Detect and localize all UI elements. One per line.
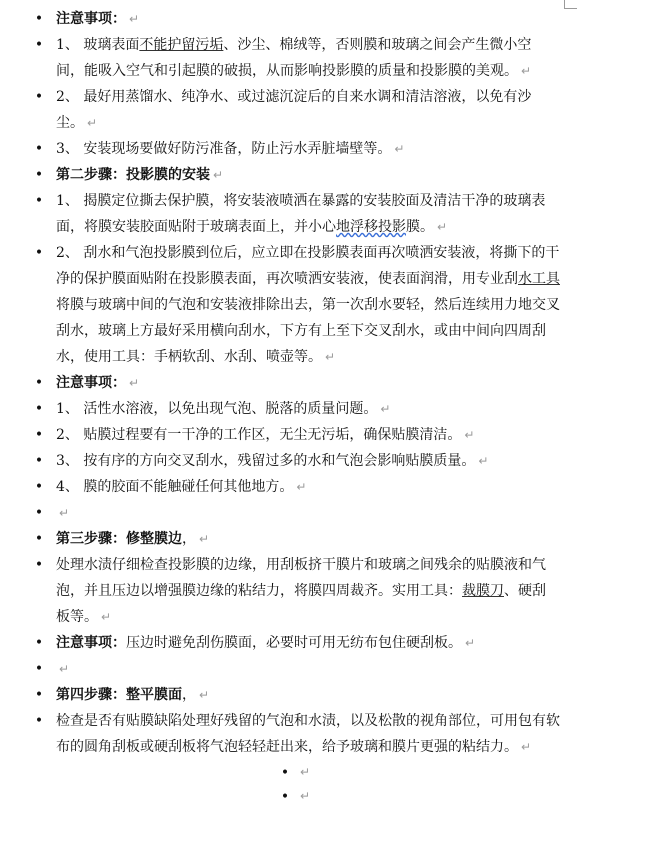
paragraph-mark-icon: ↵ [325,350,336,364]
list-item [0,84,657,136]
paragraph-mark-icon: ↵ [129,12,140,26]
bullet-icon: • [34,453,44,469]
text-run: 注意事项： [56,11,126,27]
bullet-icon: • [34,479,44,495]
list-item [0,188,657,240]
list-item [0,240,657,370]
paragraph-mark-icon: ↵ [300,765,311,779]
list-item [0,552,657,630]
paragraph-mark-icon: ↵ [465,636,476,650]
empty-list-item [0,760,657,784]
text-run: 注意事项： [56,635,126,651]
bullet-icon: • [34,531,44,547]
list-item [0,656,657,682]
paragraph-mark-icon: ↵ [300,789,311,803]
list-item [0,474,657,500]
bullet-icon: • [34,375,44,391]
text-run: ， [182,531,196,547]
paragraph-mark-icon: ↵ [380,402,391,416]
text-run: ， [182,687,196,703]
text-run: 水工具 [518,271,560,287]
bullet-icon: • [34,687,44,703]
paragraph-mark-icon: ↵ [521,740,532,754]
document-body [0,6,657,808]
bullet-icon: • [34,37,44,53]
paragraph-mark-icon: ↵ [129,376,140,390]
bullet-icon: • [34,245,44,261]
text-run: 3、 按有序的方向交叉刮水，残留过多的水和气泡会影响贴膜质量。 [56,453,476,469]
text-run: 地浮移投影 [336,219,406,235]
paragraph-mark-icon: ↵ [521,64,532,78]
bullet-icon: • [34,635,44,651]
bullet-icon: • [34,167,44,183]
text-run: 裁膜刀 [462,583,504,599]
text-run: 1、 活性水溶液，以免出现气泡、脱落的质量问题。 [56,401,378,417]
paragraph-mark-icon: ↵ [464,428,475,442]
text-run: 2、 刮水和气泡投影膜到位后，应立即在投影膜表面再次喷洒安装液，将撕下的干净的保护膜面贴附在投影膜表面，再次喷洒安装液，使表面润滑，用专业刮 [56,245,560,287]
text-run: 第二步骤：投影膜的安装 [56,167,210,183]
paragraph-mark-icon: ↵ [213,168,224,182]
text-run: 第四步骤：整平膜面 [56,687,182,703]
bullet-icon: • [34,713,44,729]
bullet-icon: • [34,427,44,443]
text-run: 不能护留污垢 [139,37,224,53]
list-item [0,422,657,448]
bullet-icon: • [280,765,290,781]
list-item [0,500,657,526]
bullet-icon: • [34,11,44,27]
paragraph-mark-icon: ↵ [199,688,210,702]
bullet-icon: • [34,141,44,157]
paragraph-mark-icon: ↵ [437,220,448,234]
bullet-icon: • [34,193,44,209]
list-item [0,708,657,760]
text-run: 膜。 [406,219,434,235]
bullet-icon: • [34,661,44,677]
bullet-icon: • [34,89,44,105]
text-run: 4、 膜的胶面不能触碰任何其他地方。 [56,479,294,495]
text-run: 检查是否有贴膜缺陷处理好残留的气泡和水渍，以及松散的视角部位，可用包有软布的圆角刮板或硬刮板将气泡轻轻赶出来，给予玻璃和膜片更强的粘结力。 [56,713,560,755]
text-run: 1、 玻璃表面 [56,37,140,53]
list-item [0,630,657,656]
paragraph-mark-icon: ↵ [59,506,70,520]
text-run: 1、 揭膜定位撕去保护膜，将安装液喷洒在暴露的安装胶面及清洁干净的玻璃表面，将膜安装胶面贴附于玻璃表面上，并小心 [56,193,546,235]
bullet-icon: • [34,401,44,417]
text-run: 2、 最好用蒸馏水、纯净水、或过滤沉淀后的自来水调和清洁溶液，以免有沙尘。 [56,89,532,131]
bullet-icon: • [34,557,44,573]
text-run: 将膜与玻璃中间的气泡和安装液排除出去，第一次刮水要轻，然后连续用力地交叉刮水，玻璃上方最好采用横向刮水，下方有上至下交叉刮水，或由中间向四周刮水，使用工具：手柄软刮、水刮、喷壶等。 [56,297,560,365]
text-run: 注意事项： [56,375,126,391]
text-run: 处理水渍仔细检查投影膜的边缘，用刮板挤干膜片和玻璃之间残余的贴膜液和气泡，并且压边以增强膜边缘的粘结力，将膜四周裁齐。实用工具： [56,557,546,599]
bullet-icon: • [280,789,290,805]
paragraph-mark-icon: ↵ [296,480,307,494]
paragraph-mark-icon: ↵ [199,532,210,546]
text-run: 、硬刮板等。 [56,583,546,625]
list-item [0,162,657,188]
list-item [0,682,657,708]
paragraph-mark-icon: ↵ [87,116,98,130]
text-run: 压边时避免刮伤膜面，必要时可用无纺布包住硬刮板。 [126,635,462,651]
paragraph-mark-icon: ↵ [59,662,70,676]
list-item [0,32,657,84]
paragraph-mark-icon: ↵ [478,454,489,468]
text-run: 3、 安装现场要做好防污准备，防止污水弄脏墙壁等。 [56,141,392,157]
bullet-icon: • [34,505,44,521]
list-item [0,396,657,422]
text-run: 、沙尘、棉绒等，否则膜和玻璃之间会产生微小空间，能吸入空气和引起膜的破损，从而影响投影膜的质量和投影膜的美观。 [56,37,532,79]
list-item [0,136,657,162]
paragraph-mark-icon: ↵ [101,610,112,624]
text-run: 第三步骤：修整膜边 [56,531,182,547]
text-run: 2、 贴膜过程要有一干净的工作区，无尘无污垢，确保贴膜清洁。 [56,427,462,443]
list-item [0,526,657,552]
paragraph-mark-icon: ↵ [394,142,405,156]
list-item [0,370,657,396]
list-item [0,6,657,32]
empty-list-item [0,784,657,808]
list-item [0,448,657,474]
